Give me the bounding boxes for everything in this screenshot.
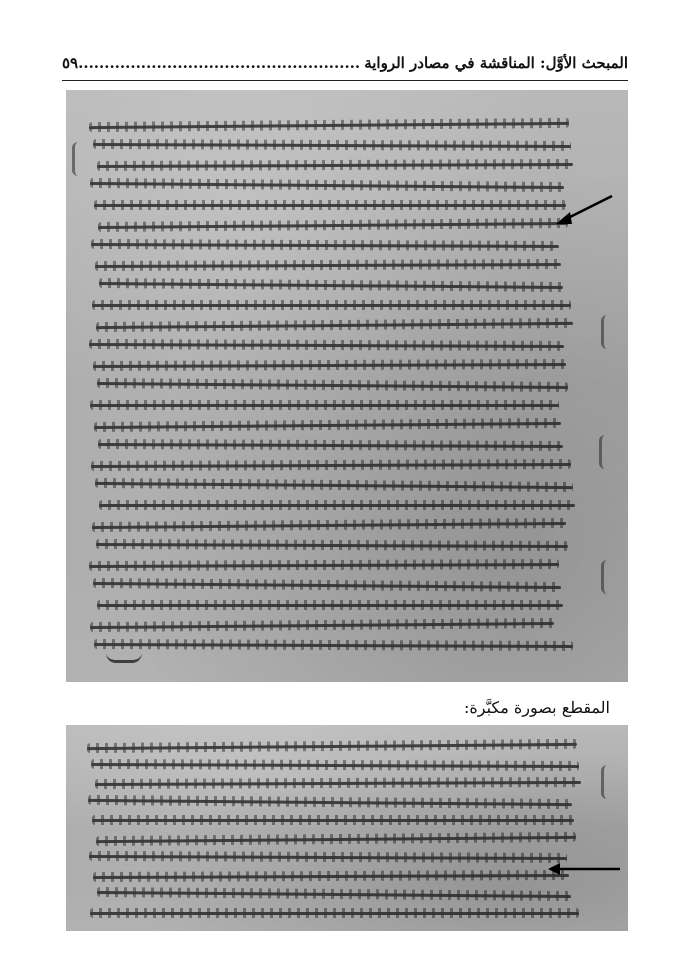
manuscript-line (90, 404, 559, 407)
manuscript-line (98, 443, 563, 448)
manuscript-line (93, 363, 566, 368)
manuscript-line (93, 873, 569, 878)
manuscript-line (90, 622, 554, 629)
manuscript-signature (106, 650, 142, 663)
margin-note (599, 435, 620, 469)
manuscript-line (97, 163, 573, 168)
manuscript-line (96, 322, 573, 329)
manuscript-line (91, 762, 579, 767)
manuscript-line (95, 482, 573, 489)
manuscript-line (89, 563, 559, 568)
manuscript-line (88, 798, 572, 805)
arrow-pointer-icon (554, 192, 616, 228)
manuscript-zoom-image (66, 725, 628, 931)
manuscript-line (96, 835, 576, 842)
arrow-pointer-icon (546, 861, 622, 877)
zoom-caption: المقطع بصورة مكبَّرة: (463, 698, 610, 717)
manuscript-line (95, 263, 561, 268)
manuscript-line (97, 604, 563, 607)
margin-note (601, 315, 622, 349)
manuscript-line (97, 382, 568, 389)
manuscript-line (99, 282, 563, 289)
manuscript-line (89, 343, 564, 348)
manuscript-line (91, 463, 571, 468)
manuscript-line (94, 204, 566, 207)
header-leader: ...................................................... (78, 54, 361, 72)
manuscript-line (90, 912, 579, 915)
manuscript-line (94, 643, 573, 648)
manuscript-line (92, 304, 571, 307)
manuscript-line (97, 891, 571, 898)
margin-note (601, 560, 622, 594)
manuscript-line (98, 222, 568, 229)
margin-note (72, 142, 93, 176)
manuscript-line (89, 855, 567, 860)
running-title: المبحث الأوَّل: المناقشة في مصادر الرواية (364, 54, 628, 72)
manuscript-line (92, 819, 574, 822)
page-number (62, 54, 360, 72)
manuscript-line (95, 781, 581, 786)
manuscript-line (99, 504, 575, 507)
page-number-label: ٥٩ (62, 54, 79, 72)
manuscript-line (90, 182, 564, 189)
page-header (62, 50, 628, 76)
manuscript-line (93, 582, 561, 589)
manuscript-line (96, 543, 568, 548)
header-rule (62, 80, 628, 81)
manuscript-line (93, 143, 571, 148)
manuscript-line (87, 743, 577, 750)
margin-note (601, 765, 622, 799)
manuscript-full-image (66, 90, 628, 682)
manuscript-line (94, 422, 561, 429)
manuscript-line (91, 243, 559, 248)
manuscript-line (89, 122, 569, 129)
manuscript-line (92, 522, 566, 529)
